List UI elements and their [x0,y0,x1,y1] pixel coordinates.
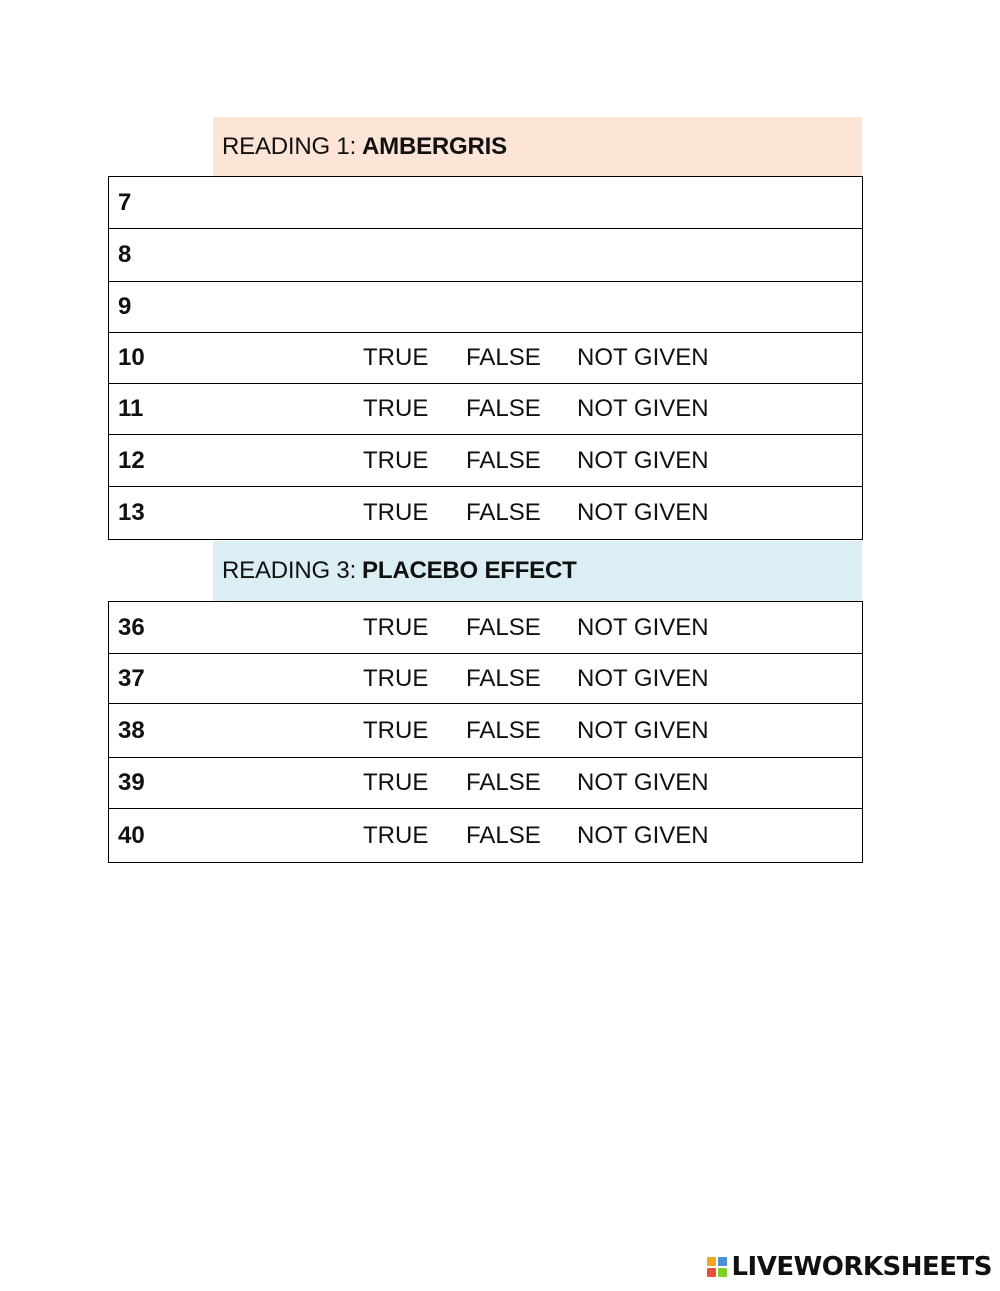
answer-cell [109,487,863,540]
answer-cell[interactable] [109,229,863,282]
liveworksheets-logo-icon [707,1257,727,1277]
option-true[interactable]: TRUE [363,395,429,422]
option-false[interactable]: FALSE [466,344,541,371]
logo-square [707,1257,716,1266]
option-not-given[interactable]: NOT GIVEN [577,499,709,526]
section-title: AMBERGRIS [362,132,507,160]
question-number: 8 [118,241,132,268]
question-number: 12 [118,446,145,474]
table-row [109,333,863,384]
section-prefix: READING 1: [222,132,357,160]
answer-cell [109,384,863,435]
table-row [109,602,863,654]
option-true[interactable]: TRUE [363,344,429,371]
option-true[interactable]: TRUE [363,821,429,849]
option-not-given[interactable]: NOT GIVEN [577,395,709,422]
section-title: PLACEBO EFFECT [362,557,577,584]
table-row [109,704,863,758]
logo-square [718,1257,727,1266]
option-not-given[interactable]: NOT GIVEN [577,664,709,692]
table-row [109,384,863,435]
table-row [109,229,863,282]
option-not-given[interactable]: NOT GIVEN [577,769,709,796]
option-true[interactable]: TRUE [363,499,429,526]
question-number: 13 [118,499,145,526]
answer-cell [109,758,863,809]
table-row [109,435,863,487]
logo-square [707,1268,716,1277]
section-header-reading-3 [213,541,862,601]
table-row [109,487,863,540]
option-true[interactable]: TRUE [363,613,429,641]
table-row [109,654,863,704]
table-row [109,809,863,863]
option-false[interactable]: FALSE [466,446,541,474]
table-row [109,282,863,333]
section-prefix: READING 3: [222,557,357,584]
question-number: 39 [118,769,145,796]
question-number: 10 [118,344,145,371]
question-number: 38 [118,716,145,744]
answer-cell [109,654,863,704]
answer-cell [109,809,863,863]
question-number: 11 [118,395,144,422]
logo-text: LIVEWORKSHEETS [731,1252,992,1282]
question-number: 40 [118,821,145,849]
option-false[interactable]: FALSE [466,664,541,692]
option-not-given[interactable]: NOT GIVEN [577,613,709,641]
answer-cell[interactable] [109,282,863,333]
option-not-given[interactable]: NOT GIVEN [577,821,709,849]
answer-cell [109,333,863,384]
option-false[interactable]: FALSE [466,821,541,849]
option-not-given[interactable]: NOT GIVEN [577,716,709,744]
logo-square [718,1268,727,1277]
answer-cell[interactable] [109,177,863,229]
question-number: 36 [118,613,145,641]
option-false[interactable]: FALSE [466,716,541,744]
liveworksheets-logo [707,1252,992,1282]
section-header-reading-1 [213,117,862,176]
question-number: 7 [118,188,132,216]
answer-cell [109,435,863,487]
option-false[interactable]: FALSE [466,499,541,526]
option-false[interactable]: FALSE [466,395,541,422]
option-true[interactable]: TRUE [363,446,429,474]
option-not-given[interactable]: NOT GIVEN [577,344,709,371]
option-false[interactable]: FALSE [466,769,541,796]
table-row [109,758,863,809]
answer-cell [109,602,863,654]
option-true[interactable]: TRUE [363,664,429,692]
option-true[interactable]: TRUE [363,716,429,744]
answer-table-reading-3 [108,601,863,863]
question-number: 9 [118,293,132,320]
answer-cell [109,704,863,758]
option-false[interactable]: FALSE [466,613,541,641]
answer-table-reading-1 [108,176,863,540]
option-not-given[interactable]: NOT GIVEN [577,446,709,474]
question-number: 37 [118,664,145,692]
option-true[interactable]: TRUE [363,769,429,796]
table-row [109,177,863,229]
